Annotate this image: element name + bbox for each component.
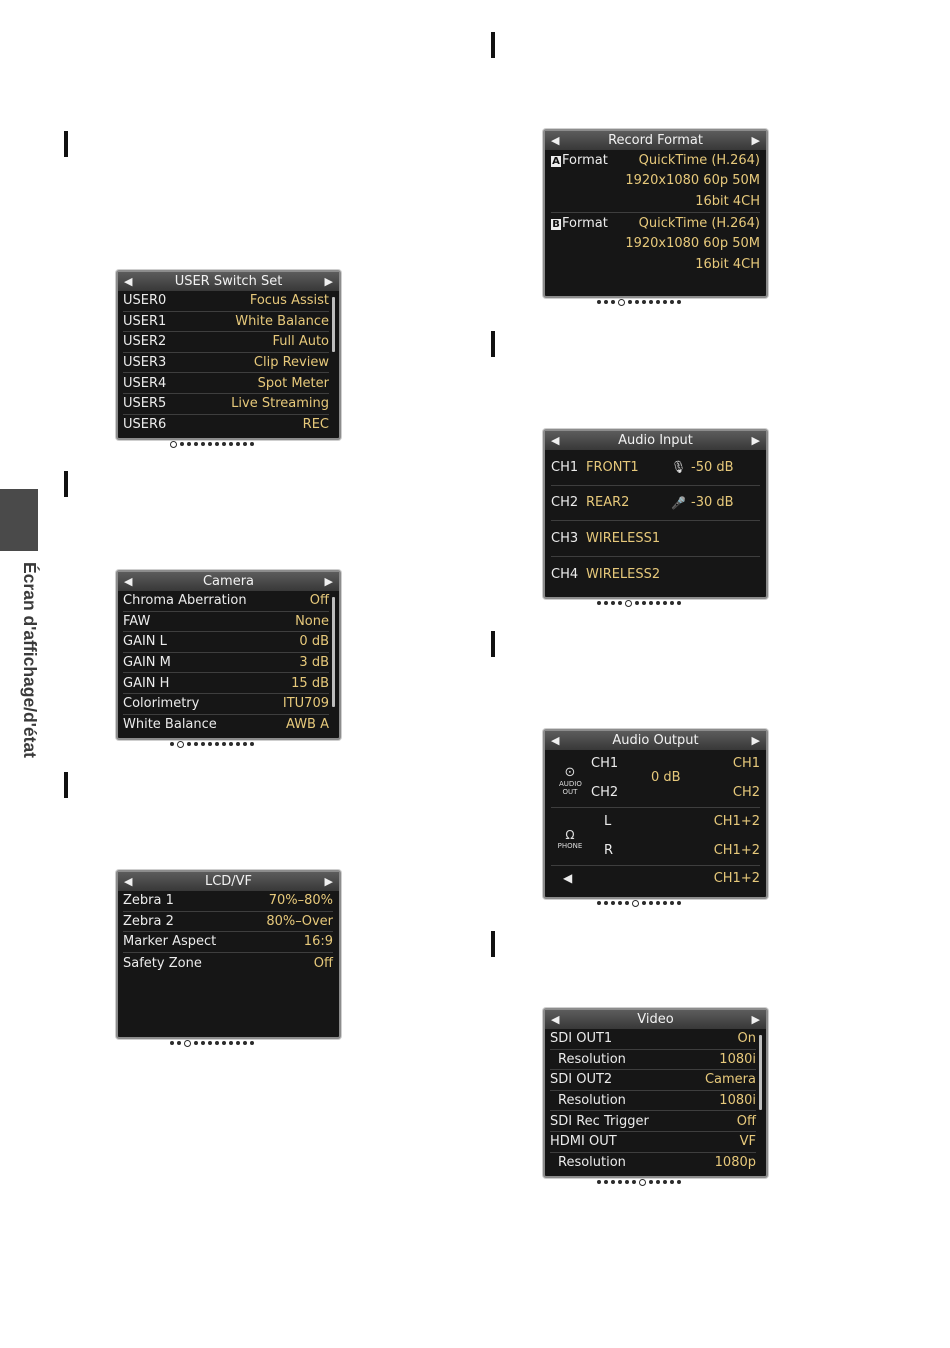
row-value: 1080p xyxy=(714,1155,756,1171)
left-arrow-icon[interactable]: ◀ xyxy=(124,875,133,888)
page-indicator xyxy=(170,1040,254,1046)
page-dot xyxy=(649,601,653,605)
page-dot xyxy=(194,1041,198,1045)
row-value: Full Auto xyxy=(272,334,329,350)
page-dot xyxy=(201,1041,205,1045)
channel-label: CH3 xyxy=(551,530,579,546)
page-dot xyxy=(177,1041,181,1045)
page-dot xyxy=(597,1180,601,1184)
page-dot xyxy=(243,1041,247,1045)
format-value: QuickTime (H.264) xyxy=(638,215,760,231)
page-indicator xyxy=(170,741,254,747)
row-label: SDI OUT2 xyxy=(550,1072,613,1088)
row-value: 70%–80% xyxy=(268,893,333,909)
menu-row[interactable] xyxy=(123,912,333,933)
page-dot xyxy=(222,742,226,746)
row-label: FAW xyxy=(123,613,151,629)
row-value: Live Streaming xyxy=(231,396,329,412)
screen-title: USER Switch Set xyxy=(174,274,283,289)
row-label: USER0 xyxy=(123,293,167,309)
menu-row[interactable] xyxy=(550,1070,756,1091)
page-dot xyxy=(236,742,240,746)
menu-row[interactable] xyxy=(123,394,329,415)
menu-list xyxy=(118,891,339,973)
screen-title: Camera xyxy=(202,574,255,589)
row-value: Focus Assist xyxy=(249,293,329,309)
screen-title: Audio Input xyxy=(618,433,693,448)
row-value: White Balance xyxy=(235,313,329,329)
page-dot xyxy=(236,1041,240,1045)
page-dot xyxy=(625,1180,629,1184)
row-label: Marker Aspect xyxy=(123,934,217,950)
channel-source: FRONT1 xyxy=(586,459,639,475)
page-dot xyxy=(663,300,667,304)
screen-title: Video xyxy=(637,1012,674,1027)
page-dot xyxy=(656,300,660,304)
page-dot xyxy=(215,1041,219,1045)
row-label: Resolution xyxy=(558,1155,626,1171)
menu-row[interactable] xyxy=(123,353,329,374)
page-indicator xyxy=(170,441,254,447)
format-a-label xyxy=(551,153,608,168)
page-dot xyxy=(663,601,667,605)
page-dot xyxy=(677,300,681,304)
row-label: USER3 xyxy=(123,355,167,371)
format-value: QuickTime (H.264) xyxy=(638,152,760,168)
menu-row[interactable] xyxy=(123,312,329,333)
audio-out-label: AUDIO OUT xyxy=(559,780,582,796)
phone-block[interactable] xyxy=(551,808,760,866)
channel-source: REAR2 xyxy=(586,495,630,511)
page-dot xyxy=(663,1180,667,1184)
row-value: ITU709 xyxy=(282,696,329,712)
page-dot xyxy=(250,742,254,746)
scrollbar[interactable] xyxy=(759,1035,762,1110)
page-dot xyxy=(222,442,226,446)
page-dot xyxy=(677,601,681,605)
page-dot xyxy=(208,1041,212,1045)
left-value: CH1+2 xyxy=(713,814,760,829)
page-dot-active xyxy=(625,600,632,607)
page-dot xyxy=(625,901,629,905)
scrollbar[interactable] xyxy=(332,597,335,707)
page-dot xyxy=(649,300,653,304)
format-value: 1920x1080 60p 50M xyxy=(625,236,760,252)
page-dot xyxy=(642,601,646,605)
right-arrow-icon[interactable]: ▶ xyxy=(751,134,760,147)
page-indicator xyxy=(597,1179,681,1185)
channel-level: -50 dB xyxy=(691,459,734,475)
page-dot xyxy=(215,742,219,746)
channel-label: CH2 xyxy=(551,495,579,511)
menu-row[interactable] xyxy=(123,291,329,312)
page-dot xyxy=(215,442,219,446)
menu-row[interactable] xyxy=(123,373,329,394)
page-dot xyxy=(628,300,632,304)
page-dot xyxy=(170,742,174,746)
left-arrow-icon[interactable]: ◀ xyxy=(551,434,560,447)
menu-row[interactable] xyxy=(550,1029,756,1050)
format-value: 16bit 4CH xyxy=(695,193,760,209)
menu-row[interactable] xyxy=(550,1091,756,1112)
page-dot xyxy=(618,601,622,605)
phone-label: PHONE xyxy=(557,842,583,850)
page-dot xyxy=(597,601,601,605)
row-label: Resolution xyxy=(558,1051,626,1067)
menu-row[interactable] xyxy=(123,694,329,715)
channel-source: WIRELESS1 xyxy=(586,530,661,546)
row-value: 1080i xyxy=(719,1093,756,1109)
page-dot xyxy=(229,742,233,746)
menu-row[interactable] xyxy=(123,332,329,353)
row-label: Zebra 2 xyxy=(123,913,174,929)
row-value: Off xyxy=(313,955,333,971)
speaker-icon: ◀ xyxy=(563,871,573,885)
page-dot xyxy=(611,300,615,304)
row-value: 1080i xyxy=(719,1051,756,1067)
channel-label: CH1 xyxy=(551,459,579,475)
menu-row[interactable] xyxy=(123,715,329,736)
page-dot xyxy=(236,442,240,446)
section-marker xyxy=(64,772,68,798)
page-dot xyxy=(611,601,615,605)
menu-row[interactable] xyxy=(123,891,333,912)
left-arrow-icon[interactable]: ◀ xyxy=(124,575,133,588)
page-dot-active xyxy=(632,900,639,907)
screen-header xyxy=(545,731,766,750)
lcd-vf-screen xyxy=(116,870,341,1039)
page-dot-active xyxy=(639,1179,646,1186)
audio-out-icon: ⊙ AUDIO OUT xyxy=(559,765,582,796)
menu-row[interactable] xyxy=(123,591,329,612)
page-dot xyxy=(597,300,601,304)
row-value: 16:9 xyxy=(303,934,333,950)
section-marker xyxy=(491,631,495,657)
speaker-block[interactable] xyxy=(551,866,760,894)
row-value: VF xyxy=(739,1134,756,1150)
page-dot xyxy=(677,901,681,905)
row-value: Spot Meter xyxy=(257,375,329,391)
menu-row[interactable] xyxy=(123,415,329,436)
row-label: USER1 xyxy=(123,313,167,329)
ch1-label: CH1 xyxy=(591,756,619,771)
menu-row[interactable] xyxy=(123,953,333,974)
menu-row[interactable] xyxy=(123,653,329,674)
channel-row[interactable] xyxy=(551,557,760,593)
page-dot xyxy=(604,601,608,605)
row-value: 0 dB xyxy=(299,634,329,650)
audio-out-block[interactable] xyxy=(551,750,760,808)
camera-screen xyxy=(116,570,341,740)
row-label: USER2 xyxy=(123,334,167,350)
page-indicator xyxy=(597,299,681,305)
row-value: Camera xyxy=(704,1072,756,1088)
page-indicator xyxy=(597,600,681,606)
mic-icon: 🎤 xyxy=(671,495,686,510)
section-marker xyxy=(64,471,68,497)
ch2-value: CH2 xyxy=(732,785,760,800)
screen-header xyxy=(545,431,766,450)
screen-title: Audio Output xyxy=(612,733,699,748)
page-dot xyxy=(604,1180,608,1184)
screen-header xyxy=(545,131,766,150)
format-value: 16bit 4CH xyxy=(695,256,760,272)
row-label: Zebra 1 xyxy=(123,893,174,909)
menu-row[interactable] xyxy=(123,673,329,694)
left-arrow-icon[interactable]: ◀ xyxy=(124,275,133,288)
menu-row[interactable] xyxy=(550,1111,756,1132)
page-dot xyxy=(663,901,667,905)
row-label: USER4 xyxy=(123,375,167,391)
page-indicator xyxy=(597,900,681,906)
channel-list xyxy=(545,450,766,592)
left-label: L xyxy=(604,814,612,829)
section-marker xyxy=(491,32,495,58)
format-b-row[interactable] xyxy=(551,213,760,234)
row-value: REC xyxy=(302,417,329,433)
page-dot xyxy=(649,1180,653,1184)
page-dot xyxy=(194,442,198,446)
row-value: Clip Review xyxy=(253,355,329,371)
channel-label: CH4 xyxy=(551,566,579,582)
page-dot-active xyxy=(170,441,177,448)
page-dot-active xyxy=(618,299,625,306)
row-label: USER5 xyxy=(123,396,167,412)
speaker-value: CH1+2 xyxy=(713,871,760,886)
format-label: Format xyxy=(562,152,608,168)
chapter-tab xyxy=(0,489,38,551)
ch2-label: CH2 xyxy=(591,785,619,800)
page-dot xyxy=(250,1041,254,1045)
menu-row[interactable] xyxy=(123,612,329,633)
row-value: Off xyxy=(736,1113,756,1129)
page-dot xyxy=(597,901,601,905)
format-a-audio xyxy=(551,191,760,213)
page-dot xyxy=(642,300,646,304)
page-dot xyxy=(201,742,205,746)
page-dot xyxy=(201,442,205,446)
row-label: Chroma Aberration xyxy=(123,593,247,609)
menu-row[interactable] xyxy=(550,1132,756,1153)
row-value: 80%–Over xyxy=(266,913,333,929)
audio-input-screen xyxy=(543,429,768,599)
page-dot xyxy=(656,901,660,905)
right-arrow-icon[interactable]: ▶ xyxy=(324,275,333,288)
page-dot xyxy=(656,601,660,605)
page-dot xyxy=(229,1041,233,1045)
channel-level: -30 dB xyxy=(691,495,734,511)
page-dot-active xyxy=(184,1040,191,1047)
page-dot xyxy=(670,601,674,605)
page-dot xyxy=(611,901,615,905)
row-value: AWB A xyxy=(286,717,329,733)
page-dot xyxy=(250,442,254,446)
row-value: 15 dB xyxy=(291,675,329,691)
right-arrow-icon[interactable]: ▶ xyxy=(324,875,333,888)
menu-row[interactable] xyxy=(123,932,333,953)
user-switch-screen xyxy=(116,270,341,440)
row-value: Off xyxy=(309,593,329,609)
section-marker xyxy=(491,931,495,957)
row-label: SDI OUT1 xyxy=(550,1031,613,1047)
channel-row[interactable] xyxy=(551,521,760,557)
page-dot xyxy=(635,601,639,605)
right-arrow-icon[interactable]: ▶ xyxy=(751,734,760,747)
page-dot xyxy=(649,901,653,905)
screen-title: LCD/VF xyxy=(204,874,253,889)
right-value: CH1+2 xyxy=(713,843,760,858)
format-label: Format xyxy=(562,215,608,231)
page-dot xyxy=(187,442,191,446)
page-dot-active xyxy=(177,741,184,748)
page-dot xyxy=(229,442,233,446)
page-dot xyxy=(243,742,247,746)
menu-row[interactable] xyxy=(123,632,329,653)
screen-header xyxy=(545,1010,766,1029)
left-arrow-icon[interactable]: ◀ xyxy=(551,734,560,747)
mic-icon: 🎙 xyxy=(671,460,687,475)
ch1-value: CH1 xyxy=(732,756,760,771)
section-marker xyxy=(491,331,495,357)
page-dot xyxy=(222,1041,226,1045)
page-dot xyxy=(194,742,198,746)
page-dot xyxy=(208,742,212,746)
page-dot xyxy=(656,1180,660,1184)
page-dot xyxy=(635,300,639,304)
section-marker xyxy=(64,131,68,157)
page-dot xyxy=(670,1180,674,1184)
row-label: GAIN H xyxy=(123,675,170,691)
row-value: 3 dB xyxy=(299,655,329,671)
page-dot xyxy=(208,442,212,446)
page-dot xyxy=(670,300,674,304)
row-label: Resolution xyxy=(558,1093,626,1109)
format-a-resolution xyxy=(551,171,760,192)
page-dot xyxy=(187,742,191,746)
left-arrow-icon[interactable]: ◀ xyxy=(551,1013,560,1026)
right-arrow-icon[interactable]: ▶ xyxy=(751,1013,760,1026)
row-label: HDMI OUT xyxy=(550,1134,617,1150)
format-b-resolution xyxy=(551,233,760,254)
headphone-icon: Ω PHONE xyxy=(555,828,585,850)
screen-header xyxy=(118,572,339,591)
page-dot xyxy=(180,442,184,446)
slot-b-badge: B xyxy=(552,218,560,230)
screen-header xyxy=(118,272,339,291)
channel-source: WIRELESS2 xyxy=(586,566,661,582)
right-arrow-icon[interactable]: ▶ xyxy=(751,434,760,447)
page-dot xyxy=(604,901,608,905)
right-label: R xyxy=(604,843,614,858)
output-level: 0 dB xyxy=(651,770,681,785)
video-screen xyxy=(543,1008,768,1178)
row-label: SDI Rec Trigger xyxy=(550,1113,649,1129)
format-value: 1920x1080 60p 50M xyxy=(625,173,760,189)
left-arrow-icon[interactable]: ◀ xyxy=(551,134,560,147)
format-b-label xyxy=(551,216,608,231)
page-dot xyxy=(642,901,646,905)
scrollbar[interactable] xyxy=(332,297,335,352)
right-arrow-icon[interactable]: ▶ xyxy=(324,575,333,588)
menu-row[interactable] xyxy=(550,1050,756,1071)
page-dot xyxy=(170,1041,174,1045)
screen-header xyxy=(118,872,339,891)
chapter-label: Écran d'affichage/d'état xyxy=(20,562,40,759)
format-a-row[interactable] xyxy=(551,150,760,171)
screen-title: Record Format xyxy=(608,133,703,148)
audio-output-screen xyxy=(543,729,768,899)
page-dot xyxy=(632,1180,636,1184)
page-dot xyxy=(618,1180,622,1184)
page-dot xyxy=(611,1180,615,1184)
row-label: Colorimetry xyxy=(123,696,200,712)
page-dot xyxy=(677,1180,681,1184)
row-label: White Balance xyxy=(123,717,217,733)
page-dot xyxy=(243,442,247,446)
page-dot xyxy=(670,901,674,905)
record-format-screen xyxy=(543,129,768,298)
row-value: On xyxy=(737,1031,756,1047)
menu-list xyxy=(545,1029,766,1173)
row-label: GAIN M xyxy=(123,655,171,671)
channel-row[interactable] xyxy=(551,450,760,486)
page-dot xyxy=(618,901,622,905)
menu-list xyxy=(118,591,339,735)
format-b-audio xyxy=(551,254,760,275)
row-label: Safety Zone xyxy=(123,955,202,971)
menu-list xyxy=(118,291,339,435)
row-label: GAIN L xyxy=(123,634,167,650)
page-dot xyxy=(604,300,608,304)
slot-a-badge: A xyxy=(552,155,560,167)
row-value: None xyxy=(295,613,329,629)
menu-row[interactable] xyxy=(550,1153,756,1174)
row-label: USER6 xyxy=(123,417,167,433)
channel-row[interactable] xyxy=(551,486,760,522)
